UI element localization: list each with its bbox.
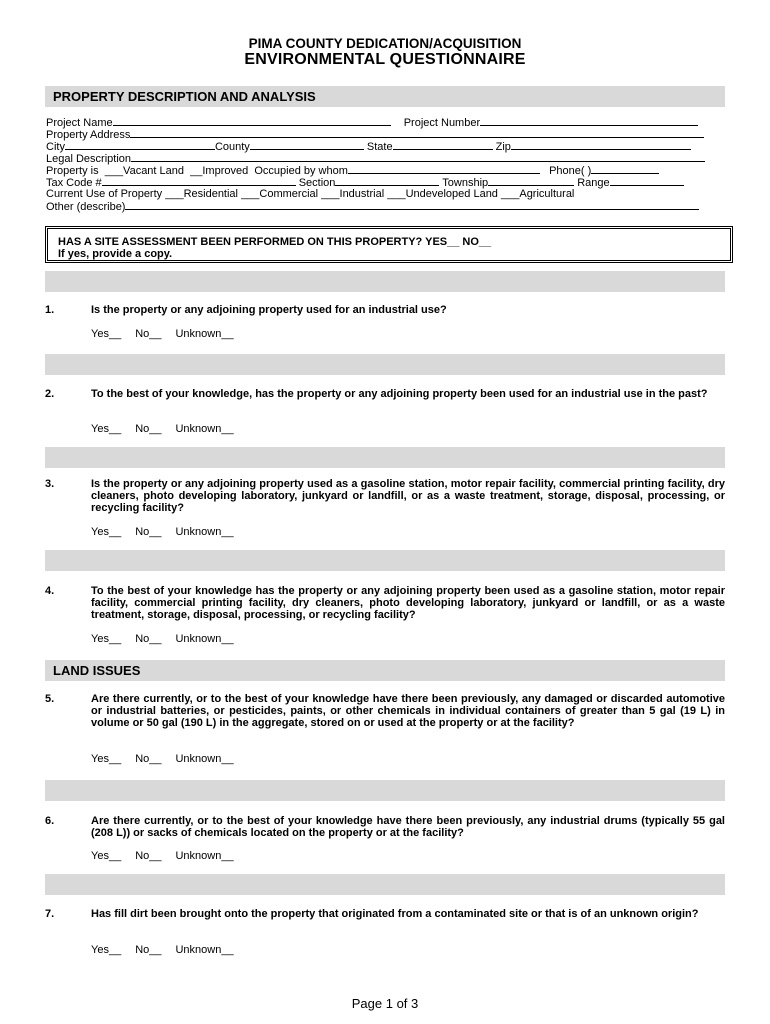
county-label: County [214,141,250,153]
question-text: To the best of your knowledge, has the property or any adjoining property been used for an industrial use in the past? [91,388,708,400]
other-describe-label: Other (describe) [46,201,126,213]
answer-no[interactable]: No__ [135,944,162,956]
question-text: To the best of your knowledge has the property or any adjoining property been used as a gasoline station, motor repair facility, commercial printing facility, dry cleaners, photo developing laboratory, junkyard or landfill, or as a waste treatment, storage, disposal, processing, or recycling facility? [91,585,725,621]
legal-description-field[interactable] [131,152,705,162]
commercial-option[interactable]: ___Commercial [241,188,319,200]
question-number: 6. [45,815,55,827]
phone-label: Phone( ) [549,165,592,177]
section-title-land: LAND ISSUES [53,663,141,678]
answer-no[interactable]: No__ [135,526,162,538]
improved-option[interactable]: __Improved [190,165,249,177]
site-assessment-note: If yes, provide a copy. [58,248,173,260]
section-label: Section [298,177,336,189]
answer-yes[interactable]: Yes__ [91,753,122,765]
question-number: 2. [45,388,55,400]
other-describe-field[interactable] [125,200,699,210]
question-text: Is the property or any adjoining property used as a gasoline station, motor repair facility, commercial printing facility, dry cleaners, photo developing laboratory, junkyard or landfill, or as a waste treatment, storage, disposal, processing, or recycling facility? [91,478,725,514]
answer-no[interactable]: No__ [135,753,162,765]
section-header-land [45,660,725,681]
section-title-property: PROPERTY DESCRIPTION AND ANALYSIS [53,89,316,104]
question-text: Are there currently, or to the best of your knowledge have there been previously, any damaged or discarded automotive or industrial batteries, or pesticides, paints, or other chemicals in individual containers of greater than 5 gal (19 L) in volume or 50 gal (190 L) in the aggregate, stored on or used at the property or at the facility? [91,693,725,729]
question-separator [45,271,725,292]
section-header-property [45,86,725,107]
township-field[interactable] [488,176,574,186]
row-other [46,200,699,213]
answer-yes[interactable]: Yes__ [91,633,122,645]
question-separator [45,447,725,468]
question-number: 5. [45,693,55,705]
question-number: 3. [45,478,55,490]
project-name-label: Project Name [46,117,113,129]
phone-field[interactable] [591,164,659,174]
answer-options [91,944,248,956]
form-title-line1: PIMA COUNTY DEDICATION/ACQUISITION [248,36,522,51]
tax-code-label: Tax Code # [46,177,102,189]
question-text: Are there currently, or to the best of your knowledge have there been previously, any industrial drums (typically 55 gal (208 L)) or sacks of chemicals located on the property or at the facility? [91,815,725,839]
question-separator [45,354,725,375]
answer-yes[interactable]: Yes__ [91,328,122,340]
answer-unknown[interactable]: Unknown__ [175,850,234,862]
answer-unknown[interactable]: Unknown__ [175,423,234,435]
answer-options [91,850,248,862]
undeveloped-land-option[interactable]: ___Undeveloped Land [387,188,498,200]
project-number-field[interactable] [480,116,698,126]
occupied-by-label: Occupied by whom [254,165,348,177]
site-assessment-box [45,226,733,263]
question-number: 1. [45,304,55,316]
range-label: Range [577,177,610,189]
question-number: 7. [45,908,55,920]
city-field[interactable] [65,140,215,150]
industrial-option[interactable]: ___Industrial [321,188,385,200]
agricultural-option[interactable]: ___Agricultural [501,188,575,200]
answer-no[interactable]: No__ [135,423,162,435]
state-field[interactable] [393,140,493,150]
site-assessment-question: HAS A SITE ASSESSMENT BEEN PERFORMED ON THIS PROPERTY? YES__ NO__ [58,236,492,248]
form-title-line2: ENVIRONMENTAL QUESTIONNAIRE [244,51,526,68]
answer-yes[interactable]: Yes__ [91,423,122,435]
answer-options [91,526,248,538]
answer-no[interactable]: No__ [135,850,162,862]
answer-yes[interactable]: Yes__ [91,526,122,538]
zip-label: Zip [495,141,511,153]
answer-no[interactable]: No__ [135,633,162,645]
answer-unknown[interactable]: Unknown__ [175,328,234,340]
occupied-by-field[interactable] [348,164,540,174]
question-separator [45,874,725,895]
project-number-label: Project Number [403,117,481,129]
county-field[interactable] [250,140,364,150]
answer-options [91,328,248,340]
page-number: Page 1 of 3 [351,996,419,1011]
question-text: Has fill dirt been brought onto the property that originated from a contaminated site or that is of an unknown origin? [91,908,699,920]
property-is-label: Property is [46,165,99,177]
range-field[interactable] [610,176,684,186]
tax-code-field[interactable] [102,176,296,186]
section-field[interactable] [335,176,439,186]
state-label: State [366,141,393,153]
question-text: Is the property or any adjoining property used for an industrial use? [91,304,447,316]
city-label: City [46,141,65,153]
property-address-label: Property Address [46,129,131,141]
answer-options [91,423,248,435]
question-number: 4. [45,585,55,597]
answer-yes[interactable]: Yes__ [91,850,122,862]
question-separator [45,550,725,571]
vacant-land-option[interactable]: ___Vacant Land [104,165,185,177]
zip-field[interactable] [511,140,691,150]
answer-options [91,633,248,645]
answer-unknown[interactable]: Unknown__ [175,526,234,538]
legal-description-label: Legal Description [46,153,131,165]
answer-no[interactable]: No__ [135,328,162,340]
question-separator [45,780,725,801]
township-label: Township [442,177,489,189]
current-use-label: Current Use of Property [46,188,163,200]
project-name-field[interactable] [113,116,391,126]
answer-unknown[interactable]: Unknown__ [175,633,234,645]
property-address-field[interactable] [130,128,704,138]
answer-unknown[interactable]: Unknown__ [175,753,234,765]
answer-options [91,753,248,765]
row-current-use [46,188,574,200]
answer-yes[interactable]: Yes__ [91,944,122,956]
answer-unknown[interactable]: Unknown__ [175,944,234,956]
residential-option[interactable]: ___Residential [165,188,238,200]
